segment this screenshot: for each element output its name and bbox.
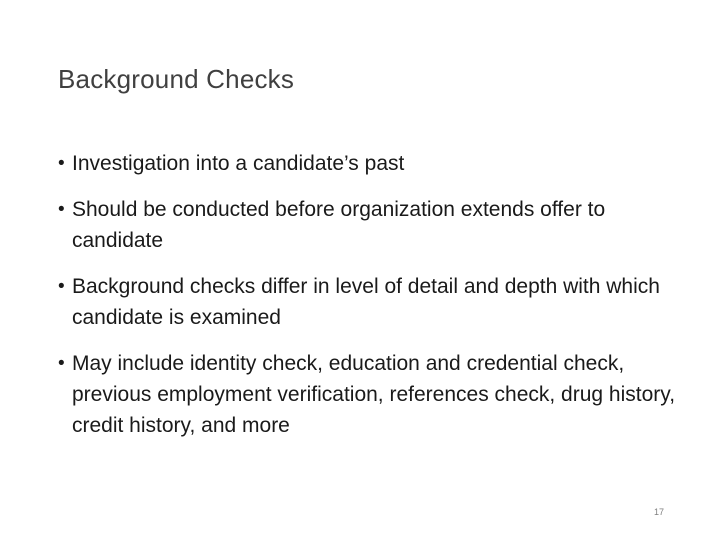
bullet-text: Investigation into a candidate’s past (72, 152, 405, 175)
slide-title: Background Checks (58, 64, 295, 94)
bullet-list (58, 148, 678, 456)
bullet-dot-icon: • (58, 353, 65, 374)
bullet-dot-icon: • (58, 199, 65, 220)
bullet-text: Should be conducted before organization extends offer to candidate (72, 198, 606, 252)
bullet-item (58, 148, 678, 179)
bullet-dot-icon: • (58, 153, 65, 174)
bullet-item (58, 348, 678, 441)
page-number: 17 (653, 507, 664, 517)
bullet-item (58, 271, 678, 333)
bullet-dot-icon: • (58, 276, 65, 297)
bullet-text: Background checks differ in level of detail and depth with which candidate is examined (72, 275, 660, 329)
bullet-text: May include identity check, education and credential check, previous employment verification, references check, drug history, credit history, and more (72, 352, 676, 437)
bullet-item (58, 194, 678, 256)
